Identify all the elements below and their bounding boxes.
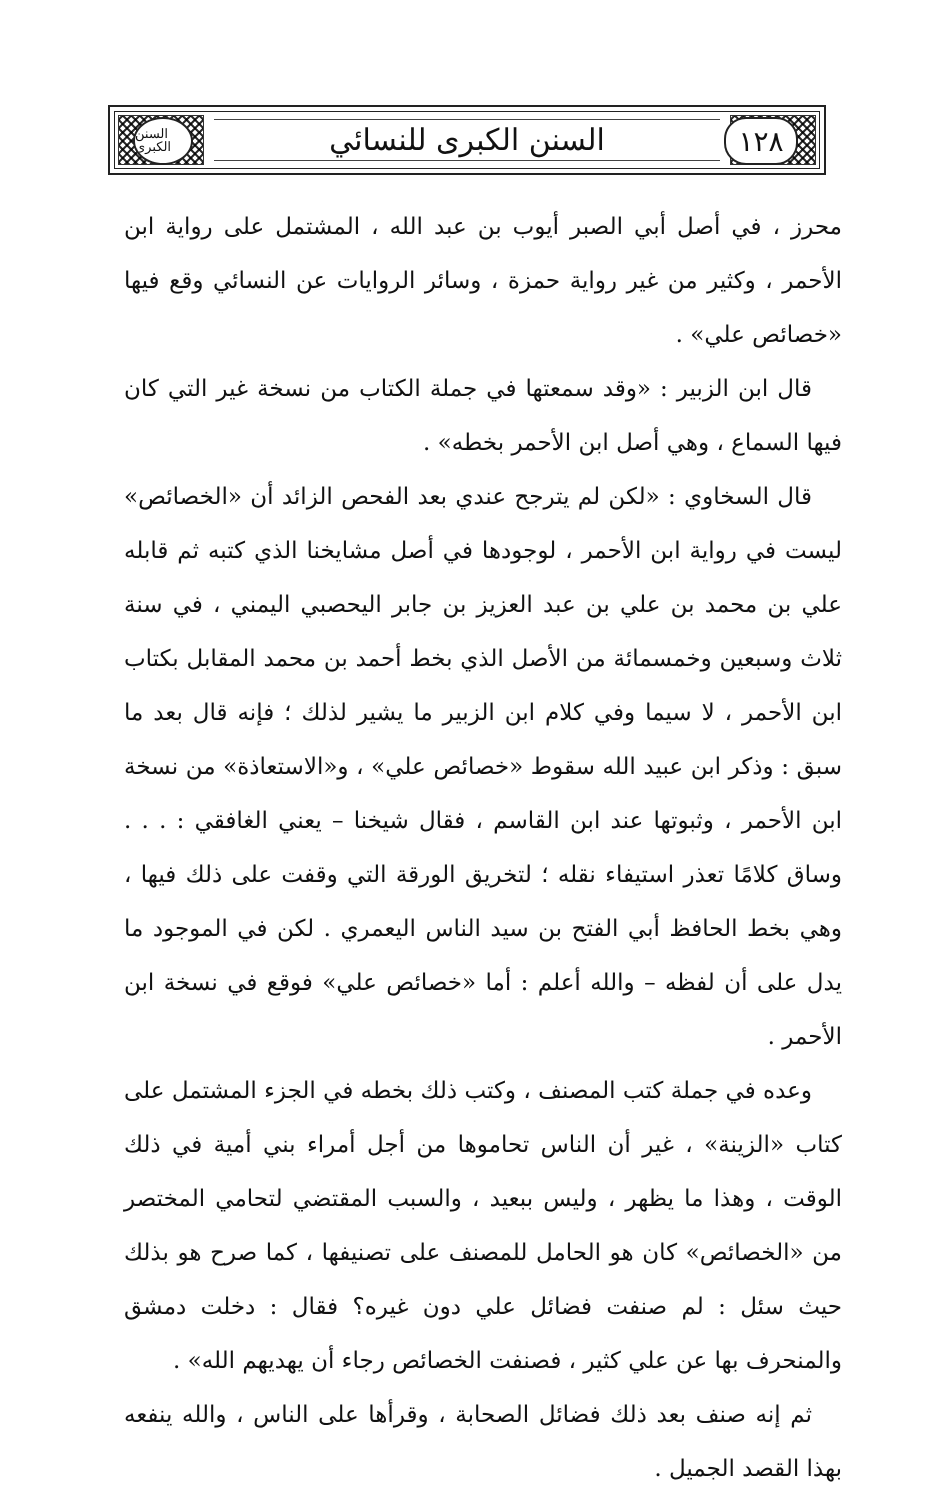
book-emblem-logo — [133, 117, 193, 165]
title-frame — [214, 119, 720, 161]
paragraph: قال السخاوي : «لكن لم يترجح عندي بعد الفحص الزائد أن «الخصائص» ليست في رواية ابن الأحمر ، لوجودها في أصل مشايخنا الذي كتبه ثم قابله علي بن محمد بن علي بن عبد العزيز بن جابر اليحصبي اليمني ، في سنة ثلاث وسبعين وخمسمائة من الأصل الذي بخط أحمد بن محمد المقابل بكتاب ابن الأحمر ، لا سيما وفي كلام ابن الزبير ما يشير لذلك ؛ فإنه قال بعد ما سبق : وذكر ابن عبيد الله سقوط «خصائص علي» ، و«الاستعاذة» من نسخة ابن الأحمر ، وثبوتها عند ابن القاسم ، فقال شيخنا – يعني الغافقي : . . . وساق كلامًا تعذر استيفاء نقله ؛ لتخريق الورقة التي وقفت على ذلك فيها ، وهي بخط الحافظ أبي الفتح بن سيد الناس اليعمري . لكن في الموجود ما يدل على أن لفظه – والله أعلم : أما «خصائص علي» فوقع في نسخة ابن الأحمر . — [124, 484, 842, 1050]
page-header — [108, 105, 826, 175]
paragraph: محرز ، في أصل أبي الصبر أيوب بن عبد الله ، المشتمل على رواية ابن الأحمر ، وكثير من غير رواية حمزة ، وسائر الروايات عن النسائي وقع فيها «خصائص علي» . — [124, 214, 842, 348]
emblem-text: السنن الكبرى — [135, 127, 172, 155]
paragraph: وعده في جملة كتب المصنف ، وكتب ذلك بخطه في الجزء المشتمل على كتاب «الزينة» ، غير أن الناس تحاموها من أجل أمراء بني أمية في ذلك الوقت ، وهذا ما يظهر ، وليس ببعيد ، والسبب المقتضي لتحامي المختصر من «الخصائص» كان هو الحامل للمصنف على تصنيفها ، كما صرح هو بذلك حيث سئل : لم صنفت فضائل علي دون غيره؟ فقال : دخلت دمشق والمنحرف بها عن علي كثير ، فصنفت الخصائص رجاء أن يهديهم الله» . — [124, 1078, 842, 1374]
page-number-frame — [724, 117, 798, 165]
book-title: السنن الكبرى للنسائي — [329, 122, 605, 158]
page-number: ١٢٨ — [738, 124, 784, 158]
main-text — [124, 200, 842, 1496]
paragraph: قال ابن الزبير : «وقد سمعتها في جملة الكتاب من نسخة غير التي كان فيها السماع ، وهي أصل ابن الأحمر بخطه» . — [124, 376, 842, 456]
paragraph: ثم إنه صنف بعد ذلك فضائل الصحابة ، وقرأها على الناس ، والله ينفعه بهذا القصد الجميل . — [124, 1402, 842, 1482]
